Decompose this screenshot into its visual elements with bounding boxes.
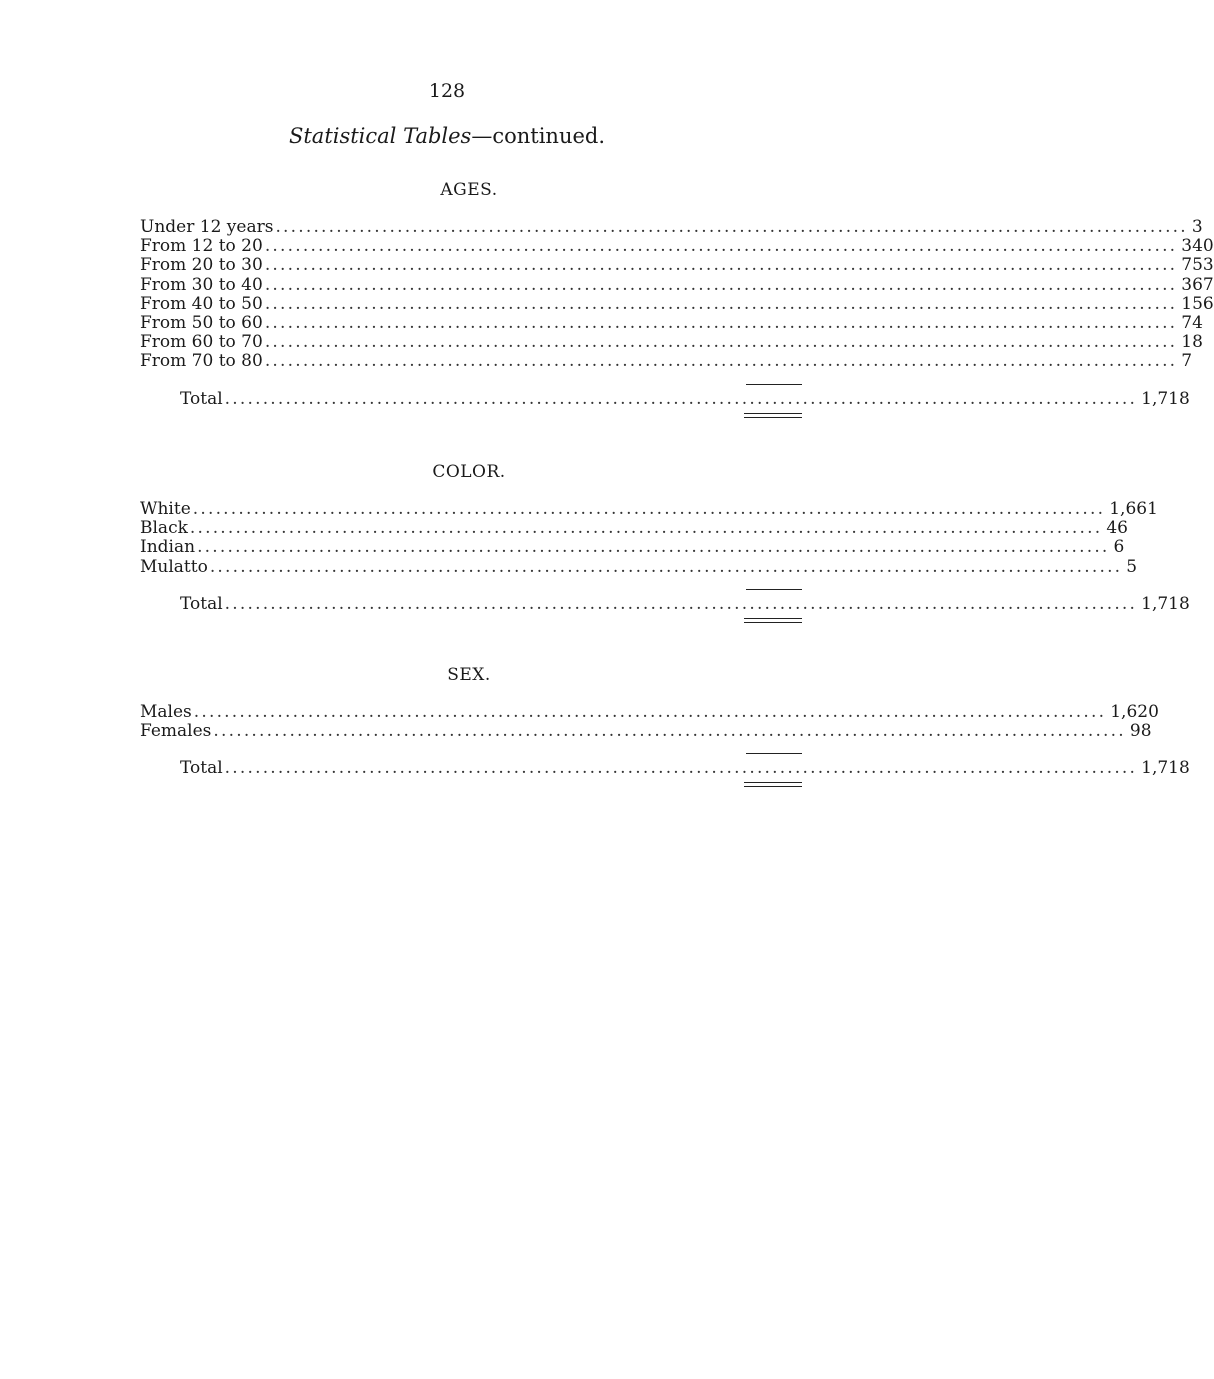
running-head: [0, 124, 894, 148]
row-label: Under 12 years: [140, 217, 274, 237]
sex-title: SEX.: [447, 665, 491, 685]
total-double-rule: [744, 413, 802, 418]
dot-leader: ........................................................................................................................: [209, 556, 1123, 577]
total-label: Total: [180, 593, 223, 614]
dot-leader: ........................................................................................................................: [264, 255, 1178, 276]
row-value: 367: [1181, 274, 1214, 295]
table-row: [140, 293, 1214, 314]
ages-section: [140, 180, 1214, 418]
total-value: 1,718: [1141, 593, 1190, 614]
ages-title: AGES.: [440, 180, 498, 200]
row-label: From 30 to 40: [140, 274, 263, 295]
row-value: 1,620: [1110, 702, 1159, 722]
row-value: 753: [1181, 255, 1214, 276]
row-label: White: [140, 499, 191, 519]
row-value: 18: [1181, 332, 1203, 353]
color-section: [140, 462, 1190, 623]
dot-leader: ........................................................................................................................: [264, 293, 1178, 314]
dot-leader: ........................................................................................................................: [264, 312, 1178, 333]
row-label: From 40 to 50: [140, 293, 263, 314]
subtotal-rule: [746, 589, 802, 590]
row-label: From 70 to 80: [140, 351, 263, 372]
color-title: COLOR.: [432, 462, 506, 482]
table-row: [140, 518, 1128, 539]
table-row: [140, 274, 1214, 295]
row-label: From 50 to 60: [140, 312, 263, 333]
dot-leader: ........................................................................................................................: [213, 721, 1126, 742]
dot-leader: ........................................................................................................................: [224, 388, 1138, 409]
dot-leader: ........................................................................................................................: [264, 351, 1178, 372]
dot-leader: ........................................................................................................................: [224, 593, 1138, 614]
dot-leader: ........................................................................................................................: [189, 518, 1103, 539]
row-label: From 20 to 30: [140, 255, 263, 276]
total-double-rule: [744, 618, 802, 623]
row-value: 6: [1113, 537, 1125, 558]
total-row: [140, 388, 1190, 409]
dot-leader: ........................................................................................................................: [192, 499, 1106, 519]
total-label: Total: [180, 388, 223, 409]
subtotal-rule: [746, 753, 802, 754]
row-value: 156: [1181, 293, 1214, 314]
row-label: Males: [140, 702, 192, 722]
row-label: From 60 to 70: [140, 332, 263, 353]
running-head-rest: —continued.: [471, 124, 606, 148]
table-row: [140, 351, 1193, 372]
table-row: [140, 556, 1138, 577]
dot-leader: ........................................................................................................................: [264, 332, 1178, 353]
row-label: Females: [140, 721, 212, 742]
row-label: Mulatto: [140, 556, 208, 577]
ages-rows: [140, 217, 1214, 372]
table-row: [140, 217, 1203, 237]
sex-section: [140, 665, 1190, 787]
total-label: Total: [180, 758, 223, 779]
table-row: [140, 332, 1203, 353]
row-value: 98: [1129, 721, 1152, 742]
dot-leader: ........................................................................................................................: [224, 758, 1138, 779]
dot-leader: ........................................................................................................................: [264, 274, 1178, 295]
row-value: 5: [1126, 556, 1138, 577]
row-label: From 12 to 20: [140, 236, 263, 257]
running-head-italic: Statistical Tables: [288, 124, 472, 148]
table-row: [140, 702, 1159, 722]
color-rows: [140, 499, 1158, 577]
table-row: [140, 236, 1214, 257]
row-value: 1,661: [1109, 499, 1158, 519]
total-value: 1,718: [1141, 388, 1190, 409]
table-row: [140, 721, 1152, 742]
subtotal-rule: [746, 384, 802, 385]
row-value: 340: [1181, 236, 1214, 257]
row-value: 74: [1181, 312, 1203, 333]
dot-leader: ........................................................................................................................: [193, 702, 1107, 722]
table-row: [140, 499, 1158, 519]
page-number: 128: [428, 80, 466, 102]
dot-leader: ........................................................................................................................: [197, 537, 1110, 558]
row-label: Black: [140, 518, 188, 539]
total-value: 1,718: [1141, 758, 1190, 779]
sex-rows: [140, 702, 1159, 742]
total-double-rule: [744, 782, 802, 787]
table-row: [140, 255, 1214, 276]
row-value: 3: [1191, 217, 1203, 237]
table-row: [140, 312, 1203, 333]
total-row: [140, 593, 1190, 614]
row-value: 7: [1181, 351, 1193, 372]
total-row: [140, 758, 1190, 779]
row-value: 46: [1106, 518, 1128, 539]
row-label: Indian: [140, 537, 196, 558]
table-row: [140, 537, 1125, 558]
dot-leader: ........................................................................................................................: [275, 217, 1188, 237]
dot-leader: ........................................................................................................................: [264, 236, 1178, 257]
